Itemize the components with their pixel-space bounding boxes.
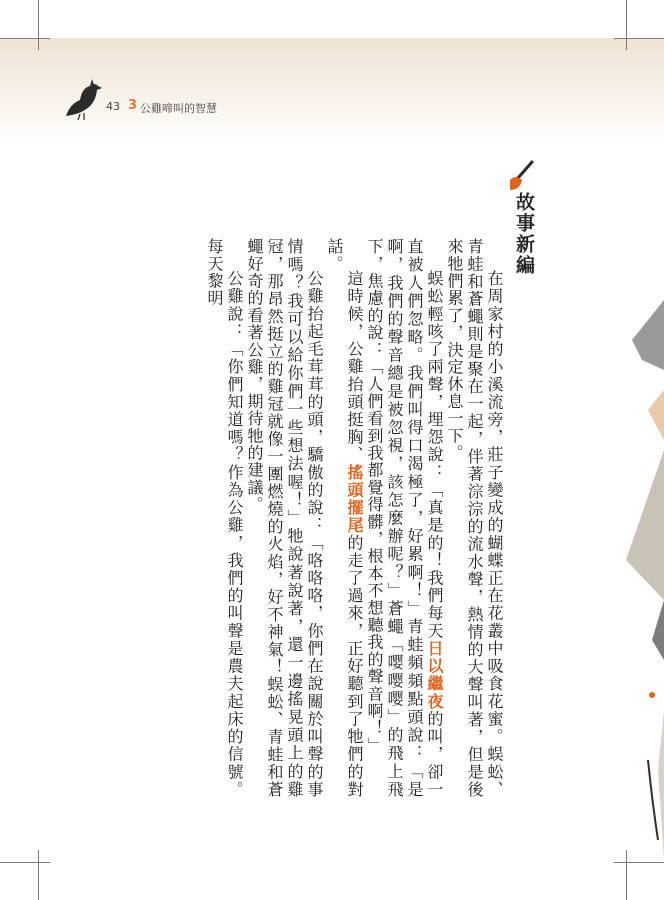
brush-icon <box>506 160 536 192</box>
story-body <box>138 238 504 798</box>
crop-mark <box>626 0 627 50</box>
side-illustration <box>612 300 664 860</box>
idiom-highlight: 日以繼夜 <box>425 639 444 711</box>
text-run: 這時候，公雞抬頭挺胸、 <box>345 270 364 464</box>
crop-mark <box>614 862 664 863</box>
crop-mark <box>38 850 39 900</box>
idiom-highlight: 搖頭擺尾 <box>345 463 364 535</box>
page-number: 43 <box>106 100 120 113</box>
text-run: 的叫，卻一直被人們忽略。我們叫得口渴極了，好累啊！」青蛙頻頻點頭說：「是啊，我們的聲音總是被忽視，該怎麼辦呢？」蒼蠅「嘤嘤嘤」的飛上飛下，焦慮的說：「人們看到我都覺得髒，根本不想聽我的聲音啊！」 <box>365 238 444 798</box>
crop-mark <box>0 862 50 863</box>
paragraph: 在周家村的小溪流旁，莊子變成的蝴蝶正在花叢中吸食花蜜。蜈蚣、青蛙和蒼蠅則是聚在一起，伴著淙淙的流水聲，熱情的大聲叫著，但是後來牠們累了，決定休息一下。 <box>445 238 504 798</box>
chapter-number: 3 <box>128 98 138 113</box>
paragraph <box>324 238 364 798</box>
crop-mark <box>614 38 664 39</box>
crop-mark <box>38 0 39 50</box>
paragraph: 公雞抬起毛茸茸的頭，驕傲的說：「咯咯咯，你們在說關於叫聲的事情嗎？我可以給你們一些想法喔！」牠說著說著，還一邊搖晃頭上的雞冠，那昂然挺立的雞冠就像一團燃燒的火焰，好不神氣！蜈蚣、青蛙和蒼蠅好奇的看著公雞，期待牠的建議。 <box>245 238 324 798</box>
bird-icon <box>60 76 108 120</box>
text-run: 蜈蚣輕咳了兩聲，埋怨說：「真是的！我們每天 <box>425 270 444 640</box>
paragraph: 公雞說：「你們知道嗎？作為公雞，我們的叫聲是農夫起床的信號。每天黎明 <box>205 238 244 798</box>
section-label: 故事新編 <box>513 192 535 276</box>
paragraph <box>364 238 444 798</box>
text-run: 的走了過來，正好聽到了牠們的對話。 <box>325 238 364 798</box>
crop-mark <box>0 38 50 39</box>
chapter-title: 公雞啼叫的智慧 <box>140 102 217 115</box>
